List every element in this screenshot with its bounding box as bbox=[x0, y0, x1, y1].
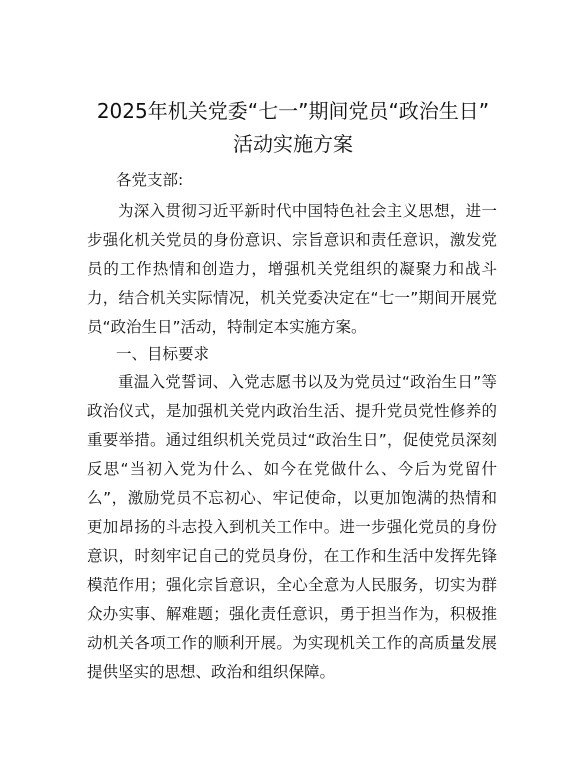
document-title-line2: 活动实施方案 bbox=[233, 132, 353, 156]
goals-paragraph: 重温入党誓词、入党志愿书以及为党员过“政治生日”等政治仪式，是加强机关党内政治生活、提升党员党性修养的重要举措。通过组织机关党员过“政治生日”，促使党员深刻反思“当初入党为什么、如今在党做什么、今后为党留什么”，激励党员不忘初心、牢记使命，以更加饱满的热情和更加昂扬的斗志投入到机关工作中。进一步强化党员的身份意识，时刻牢记自己的党员身份，在工作和生活中发挥先锋模范作用；强化宗旨意识，全心全意为人民服务，切实为群众办实事、解难题；强化责任意识，勇于担当作为，积极推动机关各项工作的顺利开展。为实现机关工作的高质量发展提供坚实的思想、政治和组织保障。 bbox=[87, 373, 497, 681]
salutation: 各党支部: bbox=[116, 171, 184, 189]
section-heading-goals: 一、目标要求 bbox=[116, 345, 210, 363]
document-title-line1: 2025年机关党委“七一”期间党员“政治生日” bbox=[96, 99, 490, 123]
intro-paragraph: 为深入贯彻习近平新时代中国特色社会主义思想，进一步强化机关党员的身份意识、宗旨意识和责任意识，激发党员的工作热情和创造力，增强机关党组织的凝聚力和战斗力，结合机关实际情况，机关党委决定在“七一”期间开展党员“政治生日”活动，特制定本实施方案。 bbox=[87, 202, 497, 336]
